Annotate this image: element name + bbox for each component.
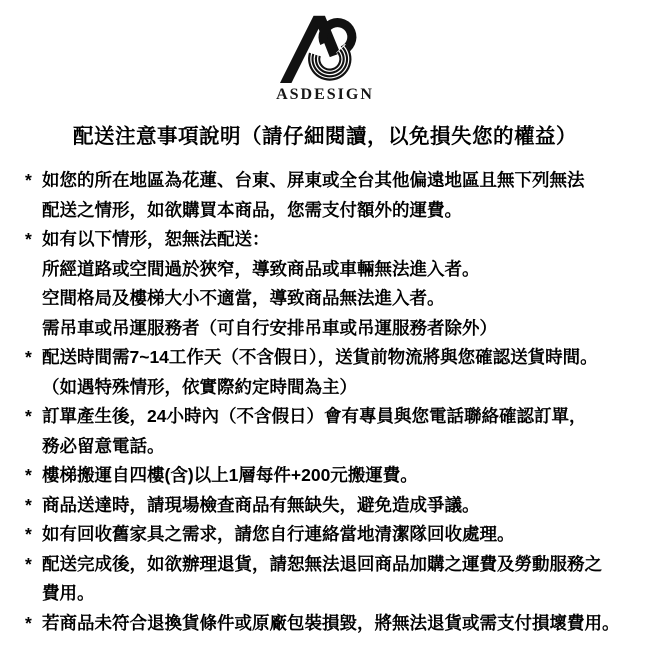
notice-line-text: 空間格局及樓梯大小不適當，導致商品無法進入者。 (42, 288, 445, 308)
bullet-asterisk: * (25, 494, 32, 515)
bullet-asterisk: * (25, 524, 32, 544)
notice-line (25, 520, 644, 550)
notice-line-text: 需吊車或吊運服務者（可自行安排吊車或吊運服務者除外） (42, 317, 497, 338)
as-monogram-icon (279, 12, 371, 85)
notice-line-text: 如有以下情形，恕無法配送： (42, 229, 270, 249)
bullet-asterisk: * (25, 553, 32, 574)
notice-line-text: 如有回收舊家具之需求，請您自行連絡當地清潔隊回收處理。 (42, 524, 515, 544)
notice-line (25, 461, 644, 491)
notice-line-text: 配送時間需7~14工作天（不含假日），送貨前物流將與您確認送貨時間。 (42, 347, 598, 367)
notice-line-text: （如遇特殊情形，依實際約定時間為主） (42, 376, 357, 397)
notice-line (25, 225, 644, 255)
notice-line (25, 550, 644, 580)
notice-list (25, 166, 644, 638)
page-title: 配送注意事項說明（請仔細閱讀，以免損失您的權益） (73, 125, 577, 148)
notice-line-text: 務必留意電話。 (42, 435, 165, 456)
notice-line (25, 255, 644, 285)
notice-line-text: 配送完成後，如欲辦理退貨，請恕無法退回商品加購之運費及勞動服務之 (42, 553, 602, 574)
notice-line-text: 所經道路或空間過於狹窄，導致商品或車輛無法進入者。 (42, 258, 480, 279)
notice-line (25, 166, 644, 196)
notice-line (25, 402, 644, 432)
notice-line-text: 訂單產生後，24小時內（不含假日）會有專員與您電話聯絡確認訂單， (42, 406, 587, 426)
notice-line (25, 609, 644, 639)
notice-line-text: 配送之情形，如欲購買本商品，您需支付額外的運費。 (42, 199, 462, 220)
notice-line-text: 樓梯搬運自四樓(含)以上1層每件+200元搬運費。 (42, 465, 418, 485)
notice-line (25, 284, 644, 314)
notice-line-text: 商品送達時，請現場檢查商品有無缺失，避免造成爭議。 (42, 494, 480, 515)
notice-line-text: 如您的所在地區為花蓮、台東、屏東或全台其他偏遠地區且無下列無法 (42, 170, 585, 190)
notice-line (25, 314, 644, 344)
bullet-asterisk: * (25, 465, 32, 485)
notice-line (25, 432, 644, 462)
notice-line (25, 491, 644, 521)
bullet-asterisk: * (25, 170, 32, 190)
notice-line (25, 196, 644, 226)
bullet-asterisk: * (25, 612, 32, 633)
bullet-asterisk: * (25, 229, 32, 249)
notice-line (25, 373, 644, 403)
notice-line-text: 費用。 (42, 583, 95, 603)
brand-name: ASDESIGN (276, 86, 374, 103)
brand-logo (0, 12, 650, 104)
notice-line (25, 343, 644, 373)
bullet-asterisk: * (25, 347, 32, 367)
notice-line (25, 579, 644, 609)
bullet-asterisk: * (25, 406, 32, 426)
notice-line-text: 若商品未符合退換貨條件或原廠包裝損毀，將無法退貨或需支付損壞費用。 (42, 612, 620, 633)
